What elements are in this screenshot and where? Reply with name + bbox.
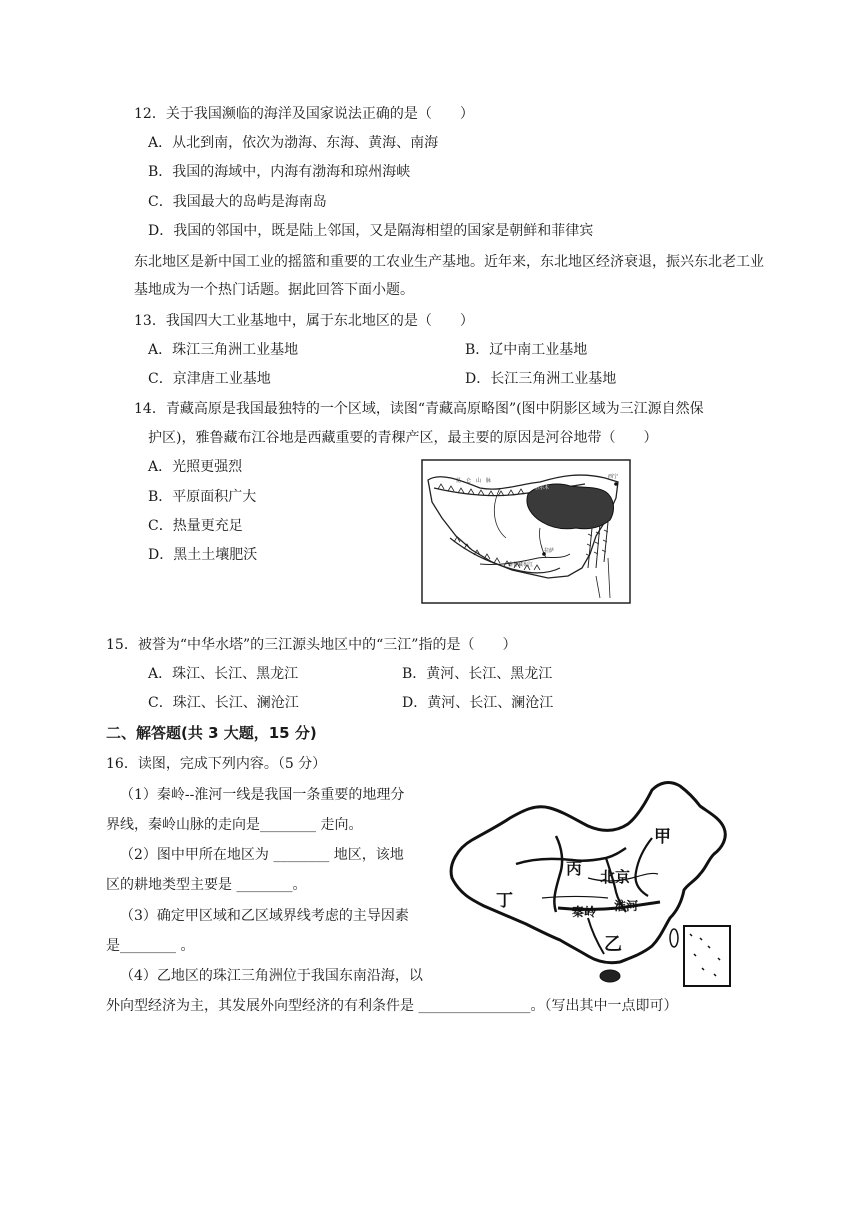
q15-option-c: C．珠江、长江、澜沧江 [148,695,299,711]
q13-option-d: D．长江三角洲工业基地 [465,371,617,387]
q14-map-label-kunlun: 昆 仑 山 脉 [456,478,492,484]
q16-map-label-jia: 甲 [654,827,671,847]
q12-stem: 12．关于我国濒临的海洋及国家说法正确的是（ ） [134,106,474,122]
q14-map-label-yarlung: 雅鲁藏布江 [508,562,534,568]
q12-option-a: A．从北到南，依次为渤海、东海、黄海、南海 [148,135,439,151]
qinghai-tibet-map [420,458,632,606]
q16-map-label-beijing: 北京 [600,868,631,886]
q15-stem: 15．被誉为“中华水塔”的三江源头地区中的“三江”指的是（ ） [106,637,517,653]
q16-map-label-bing: 丙 [566,859,583,878]
q12-option-b: B．我国的海域中，内海有渤海和琼州海峡 [148,164,411,180]
q13-option-b: B．辽中南工业基地 [465,342,588,358]
q16-line-6: 是________ 。 [106,938,195,954]
q16-line-7: （4）乙地区的珠江三角洲位于我国东南沿海，以 [120,968,423,984]
q16-map-label-qinling: 秦岭 [572,905,597,919]
q12-option-d: D．我国的邻国中，既是陆上邻国，又是隔海相望的国家是朝鲜和菲律宾 [148,223,594,239]
q13-option-c: C．京津唐工业基地 [148,371,271,387]
q14-stem-line1: 14．青藏高原是我国最独特的一个区域，读图“青藏高原略图”(图中阴影区域为三江源自然保 [134,401,704,417]
q14-option-b: B．平原面积广大 [148,489,257,505]
q14-option-a: A．光照更强烈 [148,459,243,475]
q16-line-4: 区的耕地类型主要是 ________。 [106,877,307,893]
q16-stem: 16．读图，完成下列内容。（5 分） [106,756,327,772]
q16-line-5: （3）确定甲区域和乙区域界线考虑的主导因素 [120,908,409,924]
q14-map-label-golmud: 格尔木 [534,485,550,491]
q13-stem: 13．我国四大工业基地中，属于东北地区的是（ ） [134,313,474,329]
q14-map-label-xining: 西宁 [608,474,619,480]
passage-northeast: 东北地区是新中国工业的摇篮和重要的工农业生产基地。近年来，东北地区经济衰退，振兴东北老工业基地成为一个热门话题。据此回答下面小题。 [134,254,764,298]
section-2-heading: 二、解答题(共 3 大题，15 分) [106,724,317,742]
q16-line-3: （2）图中甲所在地区为 ________ 地区，该地 [120,847,404,863]
q16-map-label-huaihe: 淮河 [614,899,639,913]
q15-option-a: A．珠江、长江、黑龙江 [148,666,299,682]
china-regions-map [438,778,738,996]
q16-line-8: 外向型经济为主，其发展外向型经济的有利条件是 ________________。（写出其中一点即可） [106,998,678,1014]
q16-map-label-yi: 乙 [604,934,622,955]
q12-option-c: C．我国最大的岛屿是海南岛 [148,194,327,210]
q15-option-b: B．黄河、长江、黑龙江 [402,666,553,682]
q14-option-c: C．热量更充足 [148,518,243,534]
q14-map-label-lasa: 拉萨 [544,548,555,554]
q16-map-label-ding: 丁 [496,891,513,911]
q14-stem-line2: 护区)，雅鲁藏布江谷地是西藏重要的青稞产区，最主要的原因是河谷地带（ ） [148,430,658,446]
q15-option-d: D．黄河、长江、澜沧江 [402,695,554,711]
q14-option-d: D．黑土土壤肥沃 [148,547,258,563]
q13-option-a: A．珠江三角洲工业基地 [148,342,299,358]
q16-line-2: 界线，秦岭山脉的走向是________ 走向。 [106,817,363,833]
q16-line-1: （1）秦岭--淮河一线是我国一条重要的地理分 [120,787,405,803]
